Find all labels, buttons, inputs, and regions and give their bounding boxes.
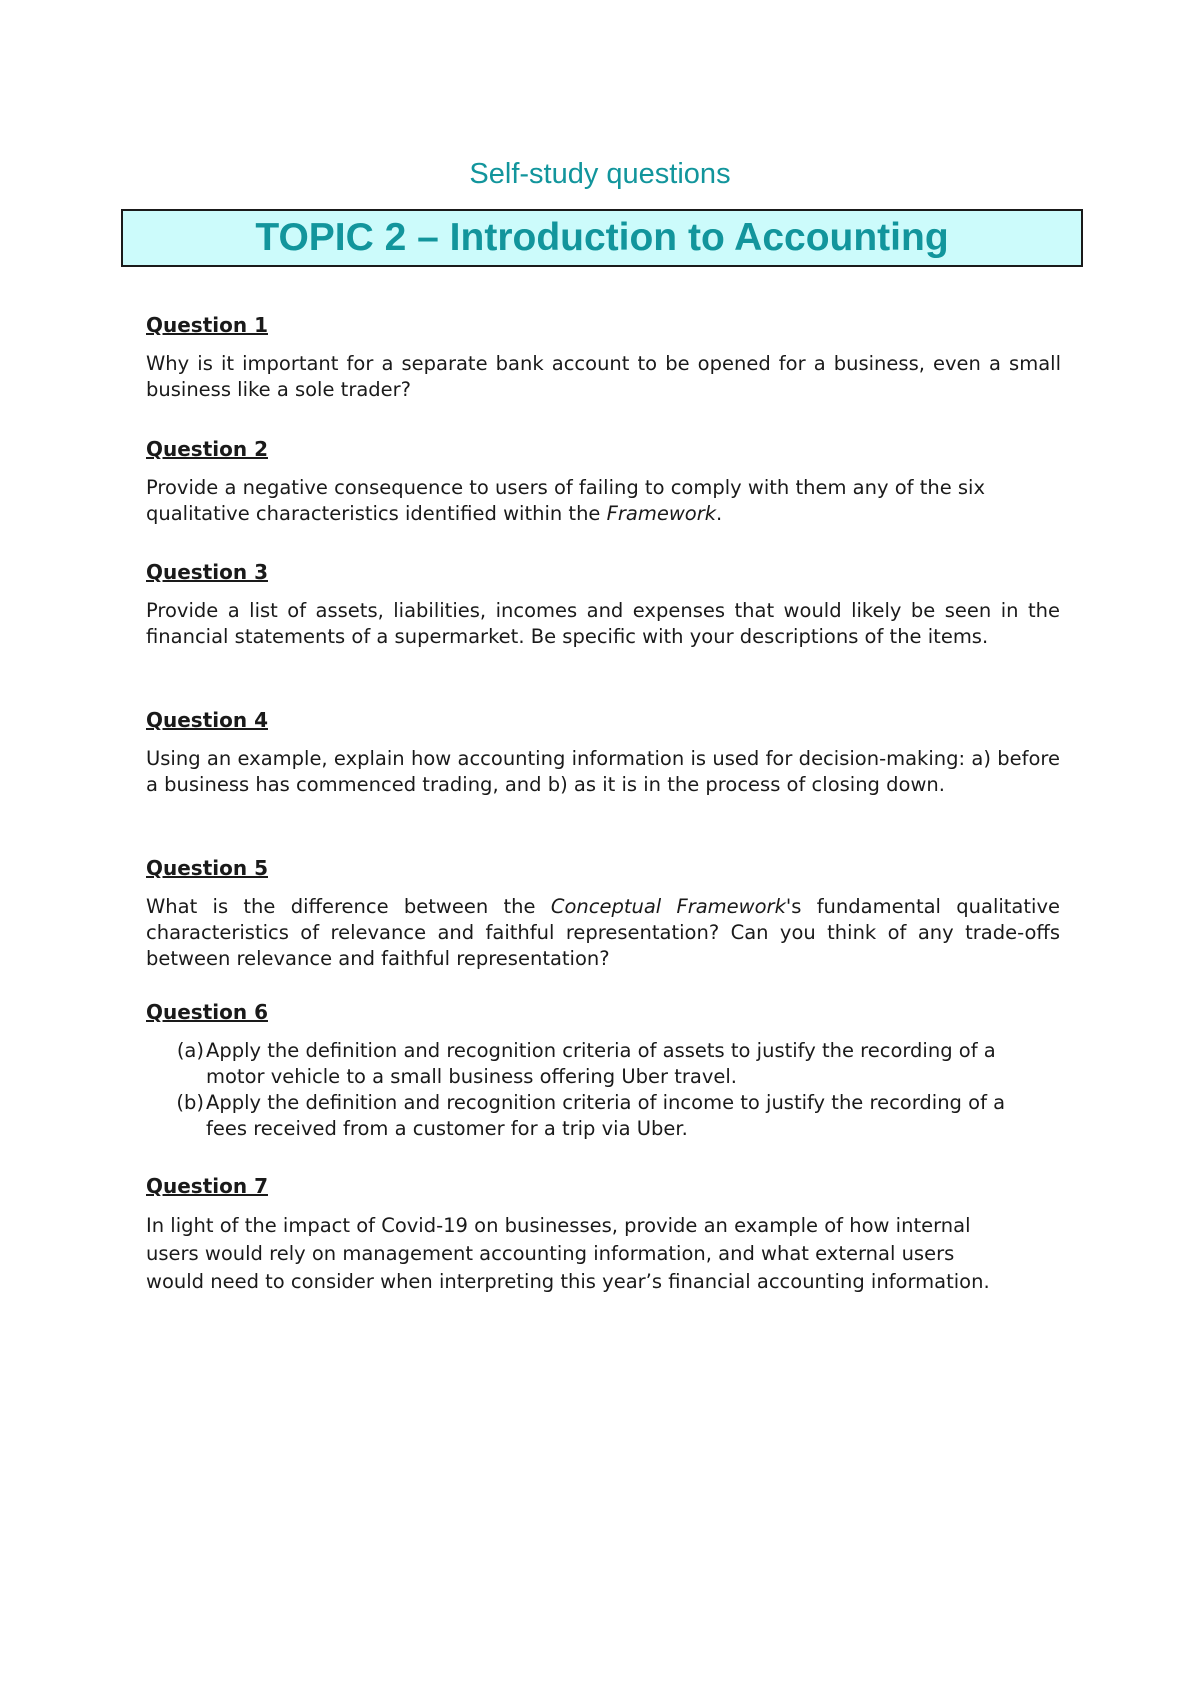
question-4	[146, 708, 1060, 798]
question-body-text-end: 's fundamental qualitative characteristics of relevance and faithful representation? Can you think of any trade-offs between relevance and faithful representation?	[146, 895, 1060, 970]
question-heading: Question 7	[146, 1174, 268, 1198]
framework-term: Framework	[606, 502, 717, 525]
topic-title: TOPIC 2 – Introduction to Accounting	[255, 216, 949, 259]
list-marker: (a)	[176, 1039, 204, 1062]
sub-question-a	[131, 1038, 1026, 1090]
sub-question-text: Apply the definition and recognition criteria of assets to justify the recording of a motor vehicle to a small business offering Uber travel.	[206, 1039, 996, 1088]
question-7	[146, 1174, 1016, 1296]
question-2	[146, 437, 1046, 527]
question-body	[146, 475, 1046, 527]
question-body: Why is it important for a separate bank account to be opened for a business, even a small business like a sole trader?	[146, 352, 1061, 401]
question-body	[146, 894, 1060, 972]
sub-question-text: Apply the definition and recognition criteria of income to justify the recording of a fees received from a customer for a trip via Uber.	[206, 1091, 1006, 1140]
question-body-text-end: .	[716, 502, 723, 525]
question-1	[146, 313, 1060, 403]
question-body: In light of the impact of Covid-19 on businesses, provide an example of how internal users would rely on management accounting information, and what external users would need to consider when interpreting this year’s financial accounting information.	[146, 1214, 990, 1293]
question-heading: Question 4	[146, 708, 268, 732]
question-heading: Question 6	[146, 1000, 268, 1024]
question-body: Provide a list of assets, liabilities, incomes and expenses that would likely be seen in the financial statements of a supermarket. Be specific with your descriptions of the items.	[146, 599, 1060, 648]
question-3	[146, 560, 1060, 650]
sub-question-b	[131, 1090, 1026, 1142]
question-body-text: Provide a negative consequence to users of failing to comply with them any of the six qualitative characteristics identified within the	[146, 476, 986, 525]
list-marker: (b)	[176, 1091, 204, 1114]
question-heading: Question 5	[146, 856, 268, 880]
question-heading: Question 1	[146, 313, 268, 337]
question-5	[146, 856, 1060, 972]
topic-banner	[121, 209, 1083, 267]
sub-question-list	[131, 1038, 1026, 1142]
question-heading: Question 2	[146, 437, 268, 461]
page-subtitle: Self-study questions	[469, 158, 731, 190]
question-body-text: What is the difference between the	[146, 895, 551, 918]
question-6	[146, 1000, 1026, 1142]
question-body: Using an example, explain how accounting information is used for decision-making: a) before a business has commenced trading, and b) as it is in the process of closing down.	[146, 747, 1060, 796]
question-heading: Question 3	[146, 560, 268, 584]
conceptual-framework-term: Conceptual Framework	[550, 895, 786, 918]
